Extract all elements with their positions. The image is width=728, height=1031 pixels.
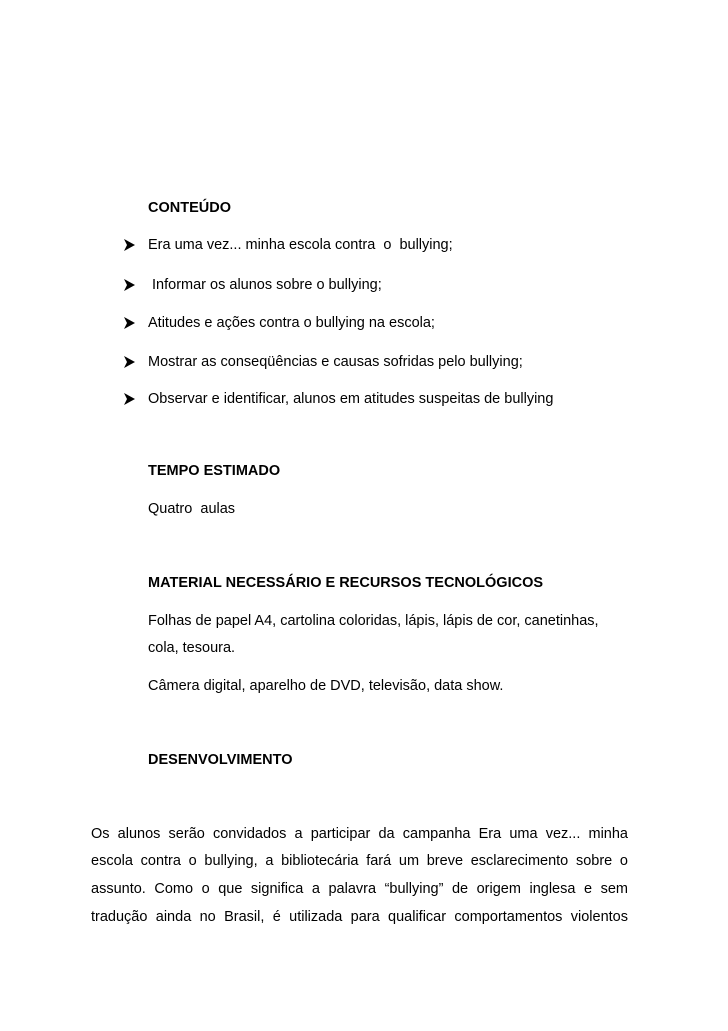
arrowhead-bullet-icon xyxy=(122,355,136,369)
section-heading-tempo-estimado: TEMPO ESTIMADO xyxy=(148,463,281,479)
arrowhead-bullet-icon xyxy=(122,316,136,330)
list-item-text: Observar e identificar, alunos em atitudes suspeitas de bullying xyxy=(148,391,554,407)
material-text-line: cola, tesoura. xyxy=(148,640,236,656)
arrowhead-bullet-icon xyxy=(122,238,136,252)
list-item xyxy=(122,353,523,371)
arrowhead-bullet-icon xyxy=(122,278,136,292)
tempo-estimado-text: Quatro aulas xyxy=(148,501,236,517)
paragraph-line: assunto. Como o que significa a palavra “bullying” de origem inglesa e sem xyxy=(91,881,628,897)
list-item-text: Era uma vez... minha escola contra o bullying; xyxy=(148,237,453,253)
section-heading-desenvolvimento: DESENVOLVIMENTO xyxy=(148,752,293,768)
list-item xyxy=(122,314,435,332)
list-item xyxy=(122,276,382,294)
list-item-text: Informar os alunos sobre o bullying; xyxy=(148,277,382,293)
arrowhead-bullet-icon xyxy=(122,392,136,406)
paragraph-line: tradução ainda no Brasil, é utilizada para qualificar comportamentos violentos xyxy=(91,909,628,925)
list-item xyxy=(122,236,453,254)
material-text-line: Câmera digital, aparelho de DVD, televisão, data show. xyxy=(148,678,504,694)
material-text-line: Folhas de papel A4, cartolina coloridas, lápis, lápis de cor, canetinhas, xyxy=(148,613,599,629)
list-item xyxy=(122,390,554,408)
list-item-text: Mostrar as conseqüências e causas sofridas pelo bullying; xyxy=(148,354,523,370)
list-item-text: Atitudes e ações contra o bullying na escola; xyxy=(148,315,435,331)
paragraph-line: escola contra o bullying, a bibliotecária fará um breve esclarecimento sobre o xyxy=(91,853,628,869)
paragraph-line: Os alunos serão convidados a participar da campanha Era uma vez... minha xyxy=(91,826,628,842)
section-heading-material: MATERIAL NECESSÁRIO E RECURSOS TECNOLÓGICOS xyxy=(148,575,544,591)
section-heading-conteudo: CONTEÚDO xyxy=(148,200,231,216)
